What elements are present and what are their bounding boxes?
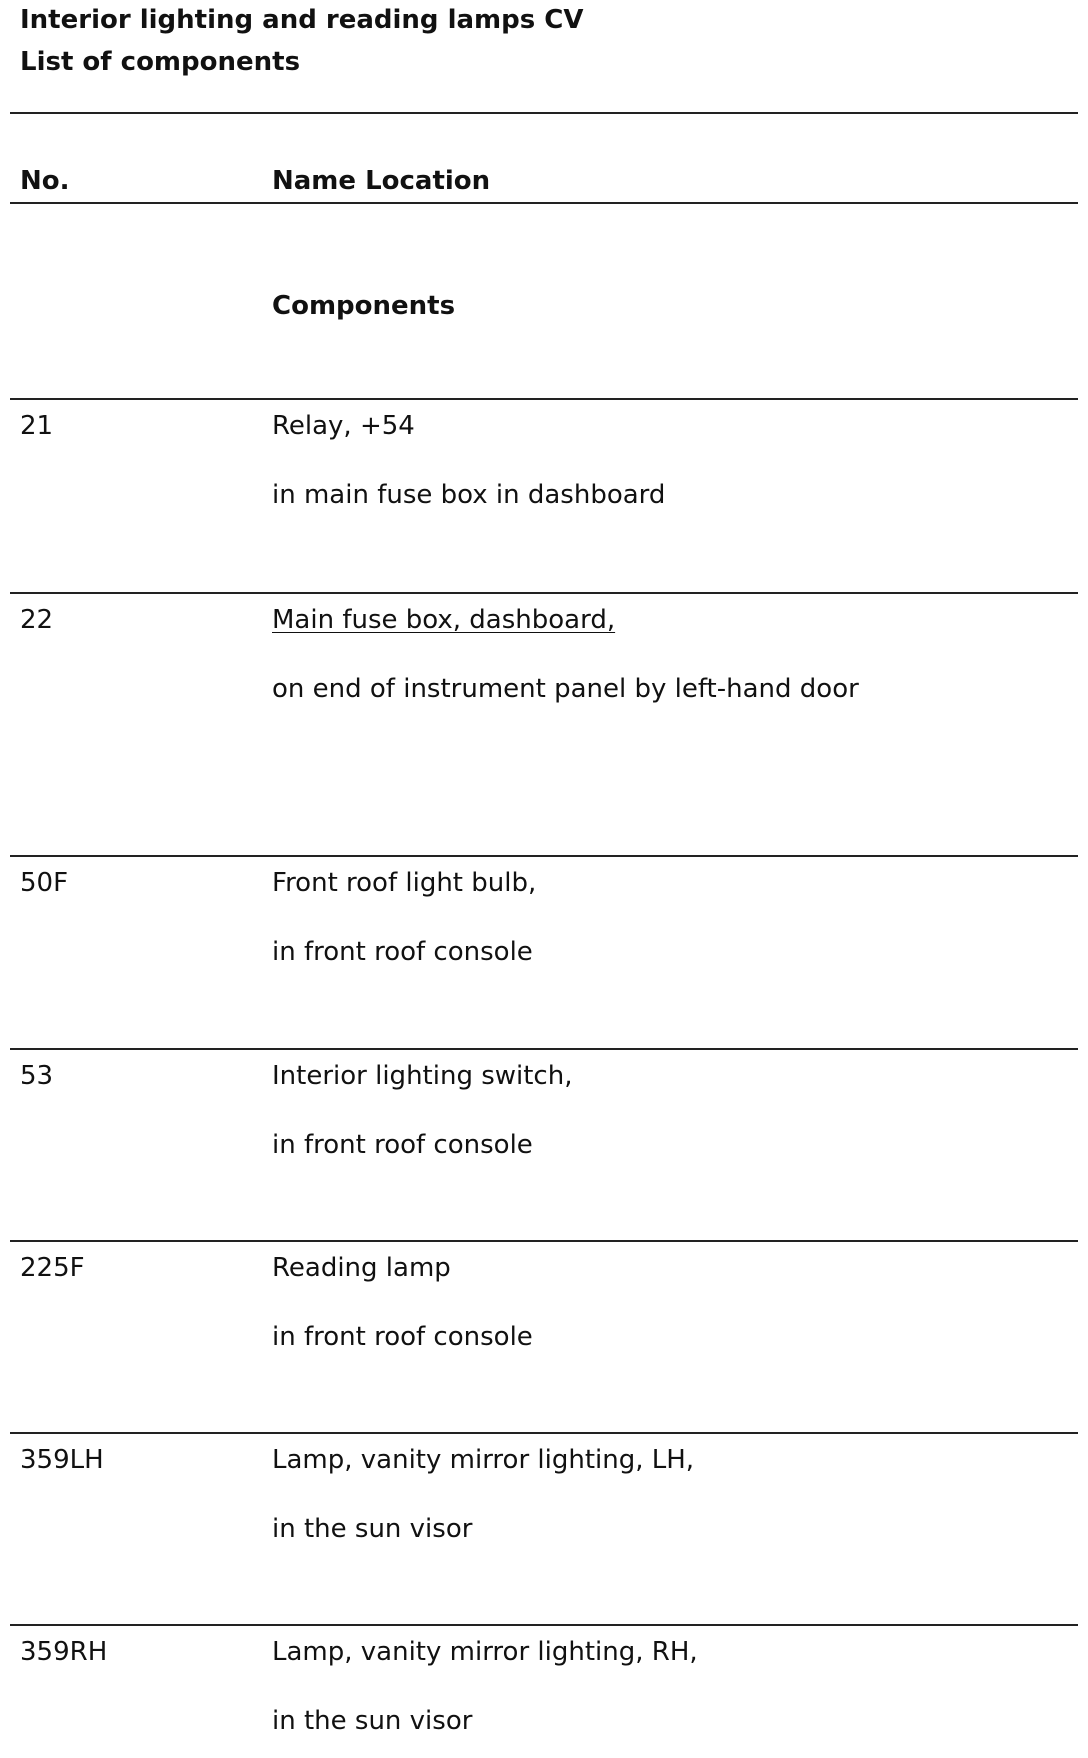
- component-name: Reading lamp: [272, 1253, 451, 1283]
- component-name: Interior lighting switch,: [272, 1061, 573, 1091]
- component-number: 359LH: [20, 1445, 104, 1475]
- component-location: in the sun visor: [272, 1706, 473, 1736]
- component-name: Lamp, vanity mirror lighting, RH,: [272, 1637, 698, 1667]
- component-name: Lamp, vanity mirror lighting, LH,: [272, 1445, 695, 1475]
- component-location: on end of instrument panel by left-hand door: [272, 674, 859, 704]
- component-number: 225F: [20, 1253, 85, 1283]
- row-divider: [10, 592, 1078, 594]
- document-title: Interior lighting and reading lamps CV: [20, 5, 584, 35]
- component-location: in front roof console: [272, 1130, 533, 1160]
- component-location: in front roof console: [272, 937, 533, 967]
- document-subtitle: List of components: [20, 47, 301, 77]
- row-divider: [10, 1432, 1078, 1434]
- component-name-link[interactable]: Main fuse box, dashboard,: [272, 605, 616, 635]
- component-name: Relay, +54: [272, 411, 415, 441]
- component-number: 359RH: [20, 1637, 108, 1667]
- component-name: Front roof light bulb,: [272, 868, 537, 898]
- row-divider: [10, 398, 1078, 400]
- component-number: 21: [20, 411, 54, 441]
- component-number: 53: [20, 1061, 54, 1091]
- row-divider: [10, 1624, 1078, 1626]
- row-divider: [10, 855, 1078, 857]
- component-location: in main fuse box in dashboard: [272, 480, 666, 510]
- component-number: 22: [20, 605, 54, 635]
- top-rule: [10, 112, 1078, 114]
- component-location: in the sun visor: [272, 1514, 473, 1544]
- component-number: 50F: [20, 868, 69, 898]
- header-rule: [10, 202, 1078, 204]
- component-location: in front roof console: [272, 1322, 533, 1352]
- section-label-components: Components: [272, 291, 456, 321]
- column-header-name-location: Name Location: [272, 166, 491, 196]
- column-header-no: No.: [20, 166, 70, 196]
- row-divider: [10, 1240, 1078, 1242]
- row-divider: [10, 1048, 1078, 1050]
